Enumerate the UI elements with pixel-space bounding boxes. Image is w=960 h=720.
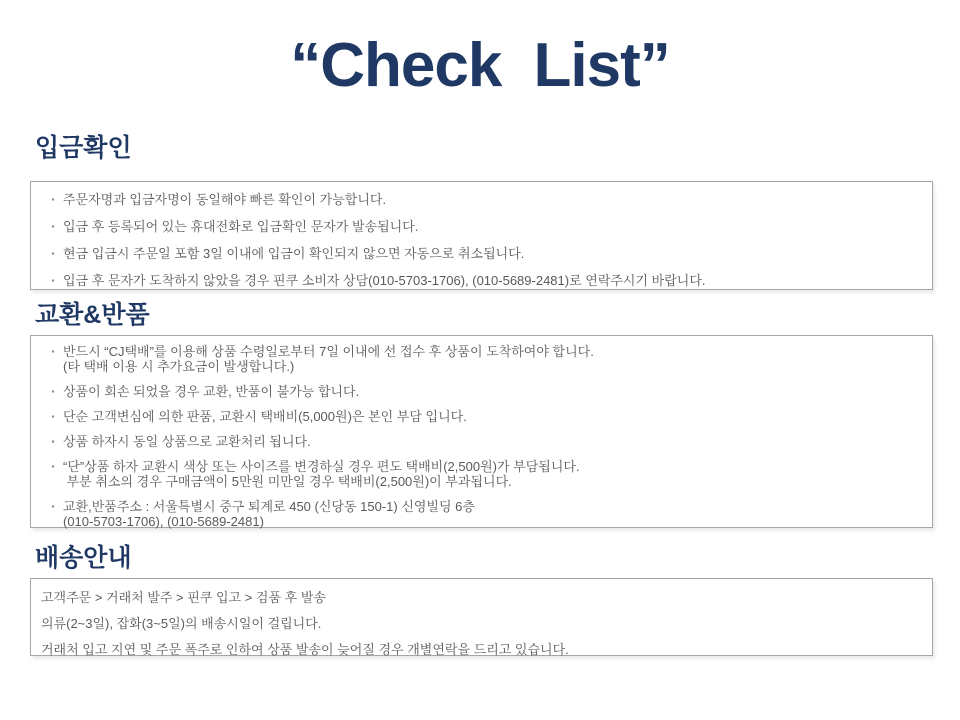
list-item [43, 192, 918, 207]
list-item [41, 642, 918, 657]
page-title: “Check List” [290, 31, 670, 100]
list-item [43, 409, 918, 424]
list-item-text: “단”상품 하자 교환시 색상 또는 사이즈를 변경하실 경우 편도 택배비(2,500원)가 부담됩니다. [63, 459, 580, 474]
bullet-icon: ▪ [51, 195, 55, 204]
section-box-deposit [30, 181, 933, 290]
bullet-icon: ▪ [51, 387, 55, 396]
shipping-list [31, 579, 932, 657]
bullet-icon: ▪ [51, 462, 55, 471]
list-item-text: 반드시 “CJ택배”를 이용해 상품 수령일로부터 7일 이내에 선 접수 후 상품이 도착하여야 합니다. [63, 344, 594, 359]
list-item-text: 고객주문 > 거래처 발주 > 핀쿠 입고 > 검품 후 발송 [41, 590, 326, 605]
list-item [43, 459, 918, 489]
list-item-text: 거래처 입고 지연 및 주문 폭주로 인하여 상품 발송이 늦어질 경우 개별연락을 드리고 있습니다. [41, 642, 569, 657]
list-item [43, 344, 918, 374]
bullet-icon: ▪ [51, 502, 55, 511]
deposit-list [31, 182, 932, 288]
list-item-text: 교환,반품주소 : 서울특별시 중구 퇴계로 450 (신당동 150-1) 신영빌딩 6층 [63, 499, 475, 514]
list-item [43, 384, 918, 399]
list-item-text: 의류(2~3일), 잡화(3~5일)의 배송시일이 걸립니다. [41, 616, 322, 631]
list-item-text: 상품이 회손 되었을 경우 교환, 반품이 불가능 합니다. [63, 384, 360, 399]
list-item [43, 273, 918, 288]
section-box-exchange [30, 335, 933, 528]
list-item-text: 단순 고객변심에 의한 판품, 교환시 택배비(5,000원)은 본인 부담 입니다. [63, 409, 467, 424]
bullet-icon: ▪ [51, 412, 55, 421]
list-item-text: (타 택배 이용 시 추가요금이 발생합니다.) [63, 359, 295, 374]
list-item [41, 616, 918, 631]
bullet-icon: ▪ [51, 347, 55, 356]
section-heading-exchange: 교환&반품 [35, 301, 150, 329]
section-heading-deposit: 입금확인 [35, 134, 132, 162]
list-item [41, 590, 918, 605]
list-item [43, 219, 918, 234]
list-item-text: 주문자명과 입금자명이 동일해야 빠른 확인이 가능합니다. [63, 192, 387, 207]
list-item-text: (010-5703-1706), (010-5689-2481) [63, 514, 264, 529]
list-item-text: 현금 입금시 주문일 포함 3일 이내에 입금이 확인되지 않으면 자동으로 취소됩니다. [63, 246, 525, 261]
bullet-icon: ▪ [51, 222, 55, 231]
bullet-icon: ▪ [51, 437, 55, 446]
exchange-list [31, 336, 932, 529]
list-item [43, 499, 918, 529]
section-heading-shipping: 배송안내 [35, 544, 132, 572]
list-item-text: 입금 후 등록되어 있는 휴대전화로 입금확인 문자가 발송됩니다. [63, 219, 419, 234]
list-item [43, 434, 918, 449]
bullet-icon: ▪ [51, 249, 55, 258]
list-item-text: 입금 후 문자가 도착하지 않았을 경우 핀쿠 소비자 상담(010-5703-1706), (010-5689-2481)로 연락주시기 바랍니다. [63, 273, 706, 288]
list-item-text: 부분 취소의 경우 구매금액이 5만원 미만일 경우 택배비(2,500원)이 부과됩니다. [63, 474, 512, 489]
bullet-icon: ▪ [51, 276, 55, 285]
list-item [43, 246, 918, 261]
section-box-shipping [30, 578, 933, 656]
list-item-text: 상품 하자시 동일 상품으로 교환처리 됩니다. [63, 434, 311, 449]
